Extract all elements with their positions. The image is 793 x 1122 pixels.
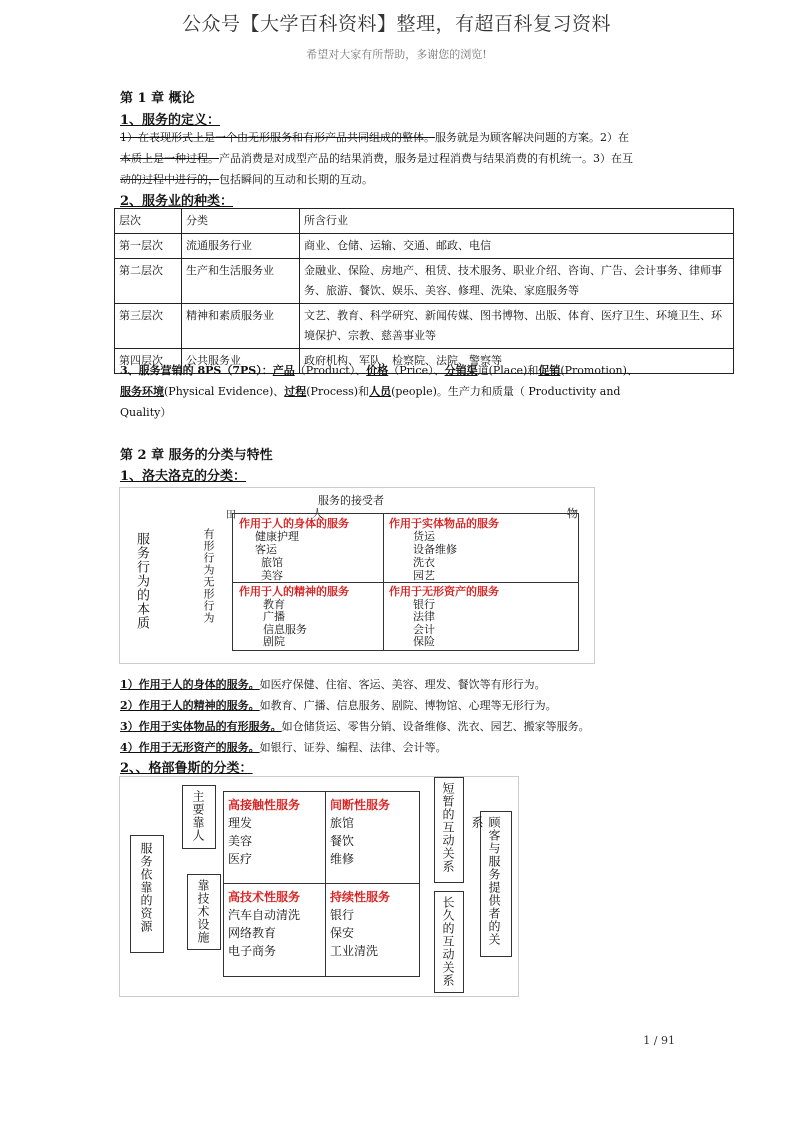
lovelock-quadrant: 作用于人的身体的服务 健康护理 客运 旅馆 美容 <box>239 517 349 582</box>
lovelock-quadrant: 作用于人的精神的服务 教育 广播 信息服务 剧院 <box>239 585 349 648</box>
table-row <box>115 234 734 259</box>
page-number: 1 / 91 <box>643 1034 675 1047</box>
people-based-label: 主要靠人 <box>182 785 216 849</box>
list-item: 4）作用于无形资产的服务。如银行、证券、编程、法律、会计等。 <box>120 741 447 754</box>
recipient-mark: 田 <box>226 510 236 521</box>
gronroos-quadrant: 间断性服务 旅馆 餐饮 维修 <box>330 798 391 866</box>
table-row <box>115 304 734 349</box>
customer-provider-relation-label: 顾客与服务提供者的关系 <box>480 811 512 957</box>
gronroos-matrix <box>223 791 420 977</box>
section-lovelock-title: 1、洛夫洛克的分类： <box>120 469 247 484</box>
service-nature-label: 服务行为的本质 <box>134 532 149 630</box>
table-cell: 商业、仓储、运输、交通、邮政、电信 <box>300 234 734 259</box>
table-cell: 生产和生活服务业 <box>182 259 300 304</box>
table-cell: 文艺、教育、科学研究、新闻传媒、图书博物、出版、体育、医疗卫生、环境卫生、环境保护、宗教、慈善事业等 <box>300 304 734 349</box>
list-item: 2）作用于人的精神的服务。如教育、广播、信息服务、剧院、博物馆、心理等无形行为。 <box>120 699 557 712</box>
gronroos-classification-figure <box>119 776 519 997</box>
recipient-person-label: 人 <box>312 507 323 520</box>
table-cell: 金融业、保险、房地产、租赁、技术服务、职业介绍、咨询、广告、会计事务、律师事务、旅游、餐饮、娱乐、美容、修理、洗染、家庭服务等 <box>300 259 734 304</box>
list-item: 1）作用于人的身体的服务。如医疗保健、住宿、客运、美容、理发、餐饮等有形行为。 <box>120 678 546 691</box>
list-item: 3）作用于实体物品的有形服务。如仓储货运、零售分销、设备维修、洗衣、园艺、搬家等服务。 <box>120 720 590 733</box>
section-gronroos-title: 2、、格部鲁斯的分类： <box>120 761 253 776</box>
table-cell: 第三层次 <box>115 304 182 349</box>
table-row <box>115 259 734 304</box>
recipient-thing-label: 物 <box>567 507 578 520</box>
lovelock-classification-figure <box>119 487 595 664</box>
short-interaction-label: 短暂的互动关系 <box>434 777 464 883</box>
table-header-row <box>115 209 734 234</box>
table-cell: 第四层次 <box>115 349 182 374</box>
table-cell: 公共服务业 <box>182 349 300 374</box>
gronroos-quadrant: 高接触性服务 理发 美容 医疗 <box>228 798 301 866</box>
table-cell: 第一层次 <box>115 234 182 259</box>
lovelock-matrix <box>232 513 579 651</box>
table-header-cell: 层次 <box>115 209 182 234</box>
table-header-cell: 分类 <box>182 209 300 234</box>
lovelock-quadrant: 作用于无形资产的服务 银行 法律 会计 保险 <box>389 585 499 648</box>
marketing-8ps-paragraph: 3、服务营销的 8PS（7PS）：产品（Product）、价格（Price）、分销渠道(Place)和促销(Promotion)、 服务环境(Physical Evidence)、过程(Process)和人员(people)。生产力和质量（ Productivity and Quality） <box>120 364 638 419</box>
tangible-action-label: 有形行为 <box>202 528 215 576</box>
service-definition-paragraph: 1）在表现形式上是一个由无形服务和有形产品共同组成的整体。服务就是为顾客解决问题的方案。2）在 本质上是一种过程。产品消费是对成型产品的结果消费，服务是过程消费与结果消费的有机统一。3）在互 动的过程中进行的，包括瞬间的互动和长期的互动。 <box>120 131 633 186</box>
table-cell: 流通服务行业 <box>182 234 300 259</box>
gronroos-quadrant: 高技术性服务 汽车自动清洗 网络教育 电子商务 <box>228 890 301 958</box>
table-cell: 精神和素质服务业 <box>182 304 300 349</box>
chapter-1-title: 第 1 章 概论 <box>120 91 195 106</box>
long-interaction-label: 长久的互动关系 <box>434 891 464 993</box>
section-service-definition-title: 1、服务的定义： <box>120 113 221 128</box>
page-header-title: 公众号【大学百科资料】整理，有超百科复习资料 <box>181 13 611 35</box>
service-resource-label: 服务依靠的资源 <box>130 835 164 953</box>
chapter-2-title: 第 2 章 服务的分类与特性 <box>120 448 273 463</box>
tech-based-label: 靠技术设施 <box>187 874 221 950</box>
table-cell: 政府机构、军队、检察院、法院、警察等 <box>300 349 734 374</box>
page-header-subtitle: 希望对大家有所帮助，多谢您的浏览! <box>306 48 487 61</box>
table-cell: 第二层次 <box>115 259 182 304</box>
gronroos-quadrant: 持续性服务 银行 保安 工业清洗 <box>330 890 391 958</box>
section-service-kinds-title: 2、服务业的种类： <box>120 194 234 209</box>
service-industry-table <box>114 208 734 374</box>
service-recipient-label: 服务的接受者 <box>318 494 384 507</box>
lovelock-quadrant: 作用于实体物品的服务 货运 设备维修 洗衣 园艺 <box>389 517 499 582</box>
table-header-cell: 所含行业 <box>300 209 734 234</box>
intangible-action-label: 无形行为 <box>202 576 215 624</box>
